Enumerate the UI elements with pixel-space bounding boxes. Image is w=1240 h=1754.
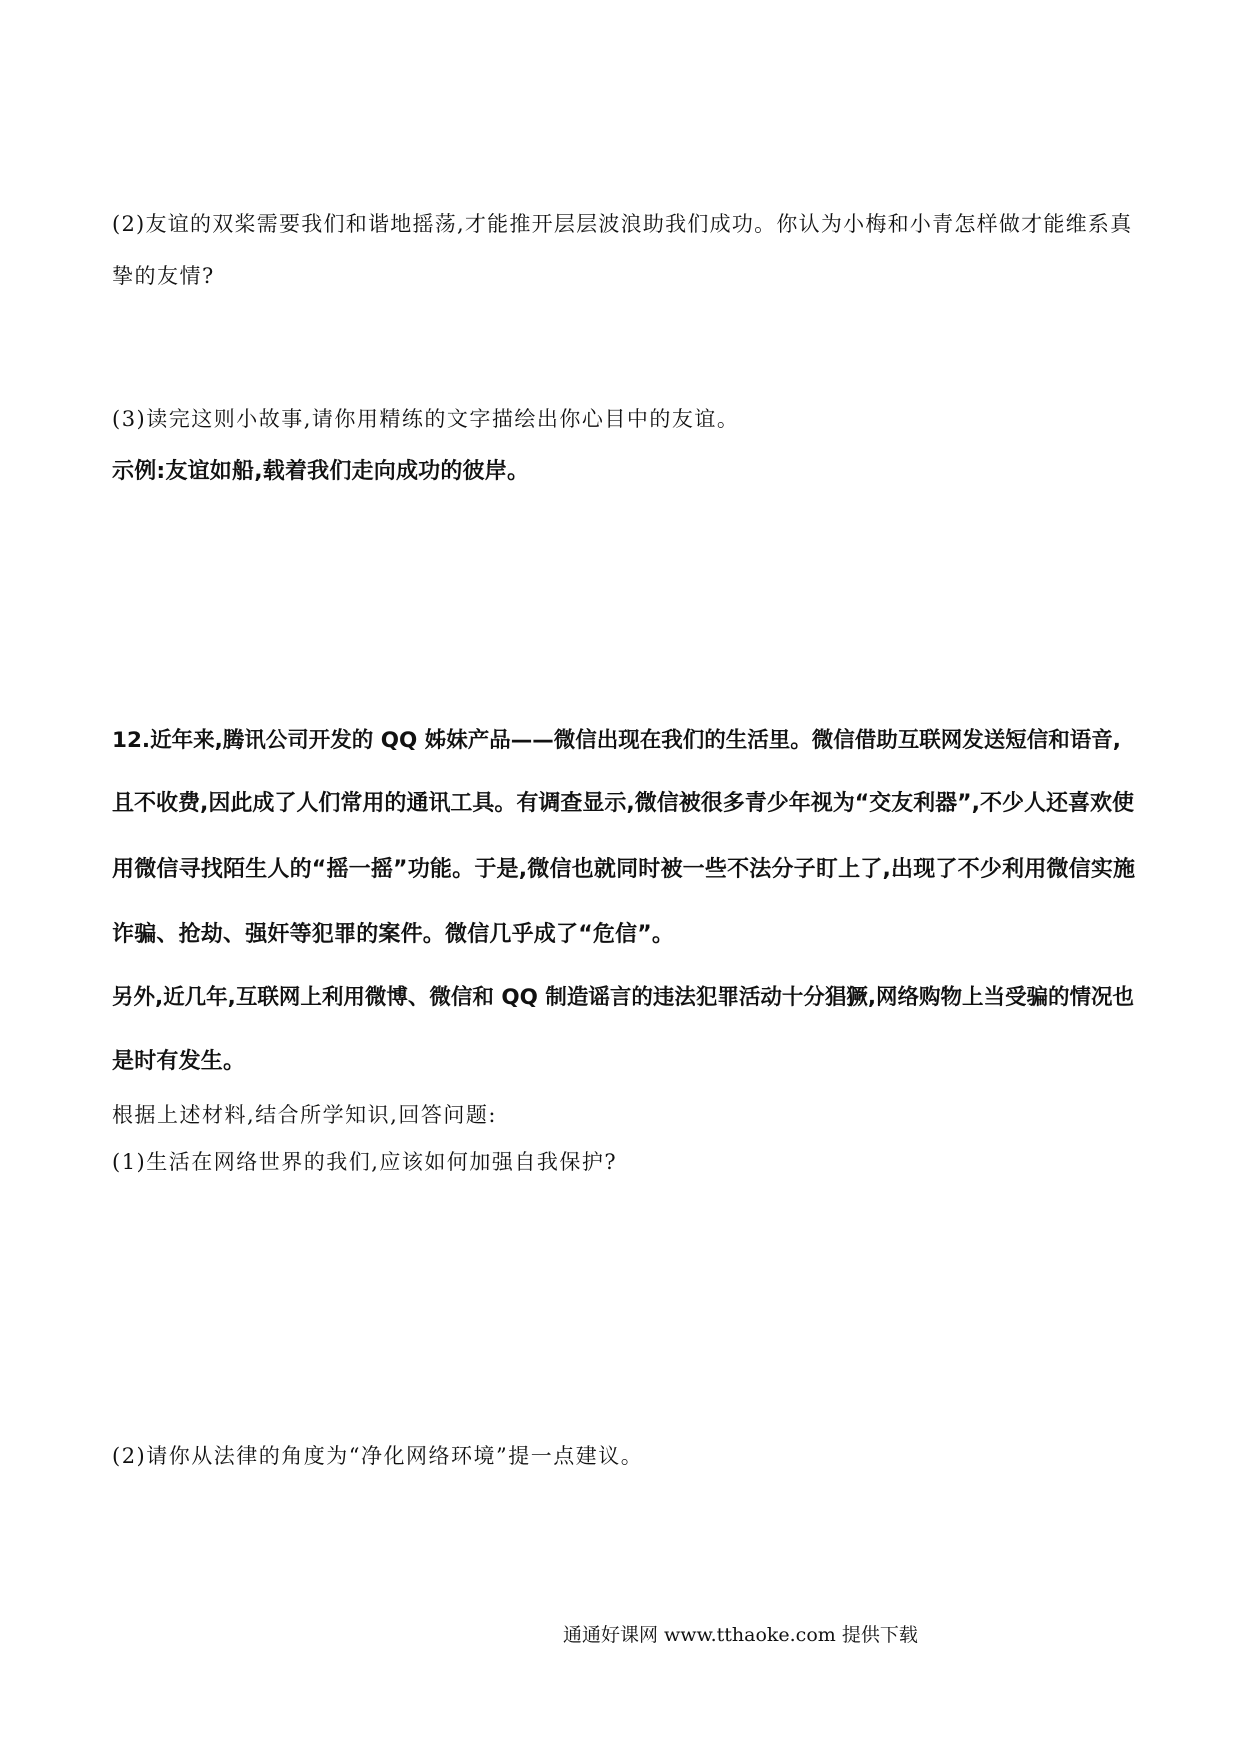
q12-material-line: 另外,近几年,互联网上利用微博、微信和 QQ 制造谣言的违法犯罪活动十分猖獗,网络购物上当受骗的情况也 [112, 985, 1135, 1010]
q11-example-answer: 示例:友谊如船,载着我们走向成功的彼岸。 [112, 459, 530, 484]
q12-part2-question: (2)请你从法律的角度为“净化网络环境”提一点建议。 [112, 1444, 644, 1468]
q12-material-line: 用微信寻找陌生人的“摇一摇”功能。于是,微信也就同时被一些不法分子盯上了,出现了不少利用微信实施 [112, 857, 1136, 882]
footer-source-note: 通通好课网 www.tthaoke.com 提供下载 [563, 1624, 918, 1646]
q11-part2-question-line2: 挚的友情? [112, 264, 215, 288]
q12-material-line: 是时有发生。 [112, 1049, 246, 1074]
q12-instruction: 根据上述材料,结合所学知识,回答问题: [112, 1103, 497, 1127]
q11-part2-question-line1: (2)友谊的双桨需要我们和谐地摇荡,才能推开层层波浪助我们成功。你认为小梅和小青怎样做才能维系真 [112, 212, 1133, 236]
q12-material-line: 诈骗、抢劫、强奸等犯罪的案件。微信几乎成了“危信”。 [112, 922, 675, 947]
q12-part1-question: (1)生活在网络世界的我们,应该如何加强自我保护? [112, 1150, 618, 1174]
q11-part3-question: (3)读完这则小故事,请你用精练的文字描绘出你心目中的友谊。 [112, 407, 740, 431]
q12-material-line: 12.近年来,腾讯公司开发的 QQ 姊妹产品——微信出现在我们的生活里。微信借助互联网发送短信和语音, [112, 728, 1121, 753]
q12-material-line: 且不收费,因此成了人们常用的通讯工具。有调查显示,微信被很多青少年视为“交友利器”,不少人还喜欢使 [112, 791, 1134, 816]
